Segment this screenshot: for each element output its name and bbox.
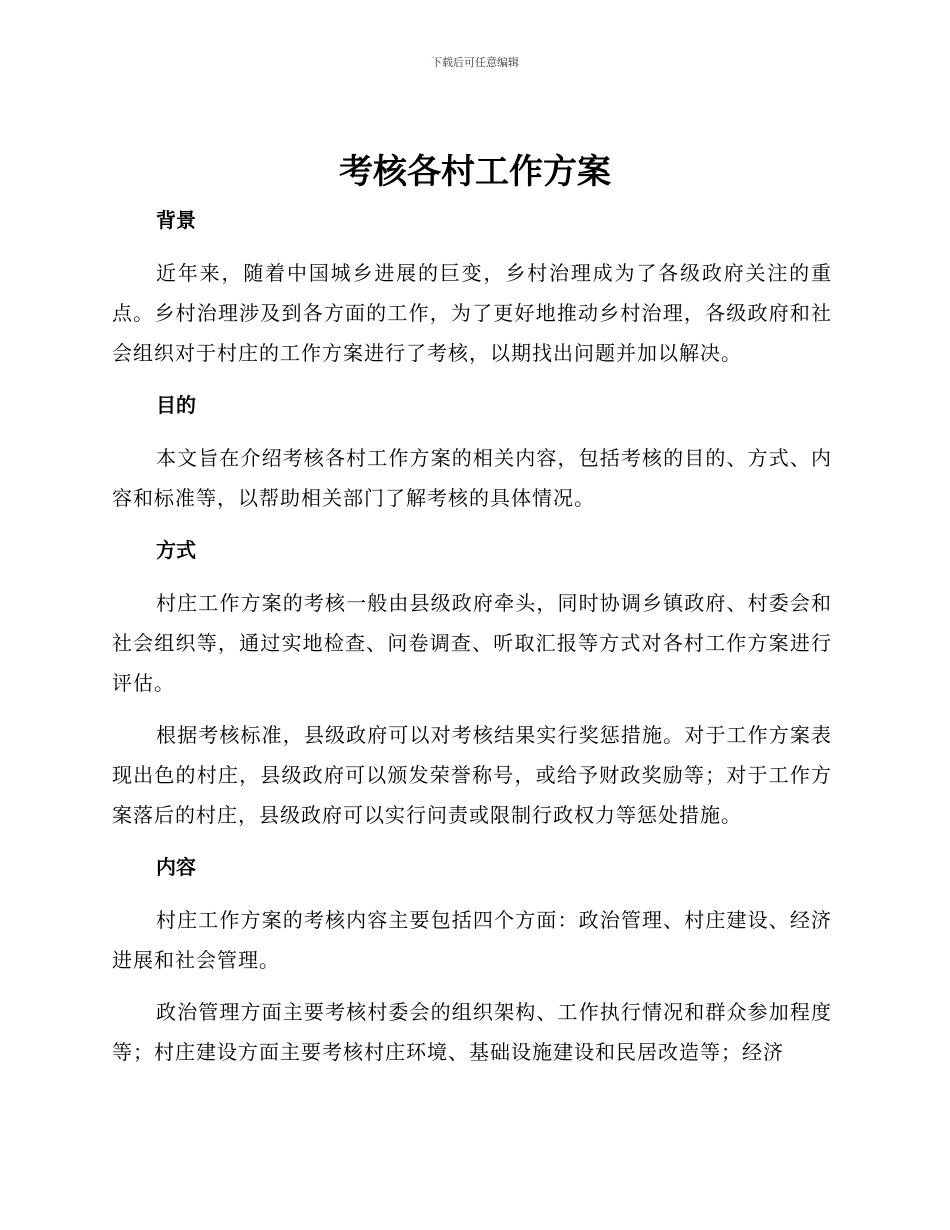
paragraph-method-1: 村庄工作方案的考核一般由县级政府牵头，同时协调乡镇政府、村委会和社会组织等，通过实地检查、问卷调查、听取汇报等方式对各村工作方案进行评估。 <box>112 591 832 695</box>
section-heading-content: 内容 <box>156 855 196 879</box>
paragraph-content-2: 政治管理方面主要考核村委会的组织架构、工作执行情况和群众参加程度等；村庄建设方面主要考核村庄环境、基础设施建设和民居改造等；经济 <box>112 1000 832 1064</box>
document-body <box>112 200 832 1072</box>
section-heading-purpose: 目的 <box>156 393 196 417</box>
paragraph-content-1: 村庄工作方案的考核内容主要包括四个方面：政治管理、村庄建设、经济进展和社会管理。 <box>112 908 832 972</box>
paragraph-background-1: 近年来，随着中国城乡进展的巨变，乡村治理成为了各级政府关注的重点。乡村治理涉及到各方面的工作，为了更好地推动乡村治理，各级政府和社会组织对于村庄的工作方案进行了考核，以期找出问题并加以解决。 <box>112 261 832 365</box>
document-title: 考核各村工作方案 <box>339 152 611 192</box>
section-heading-background: 背景 <box>156 208 196 232</box>
paragraph-method-2: 根据考核标准，县级政府可以对考核结果实行奖惩措施。对于工作方案表现出色的村庄，县级政府可以颁发荣誉称号，或给予财政奖励等；对于工作方案落后的村庄，县级政府可以实行问责或限制行政权力等惩处措施。 <box>112 723 832 827</box>
header-note: 下载后可任意编辑 <box>431 56 519 69</box>
paragraph-purpose-1: 本文旨在介绍考核各村工作方案的相关内容，包括考核的目的、方式、内容和标准等，以帮助相关部门了解考核的具体情况。 <box>112 446 832 510</box>
section-heading-method: 方式 <box>156 538 196 562</box>
